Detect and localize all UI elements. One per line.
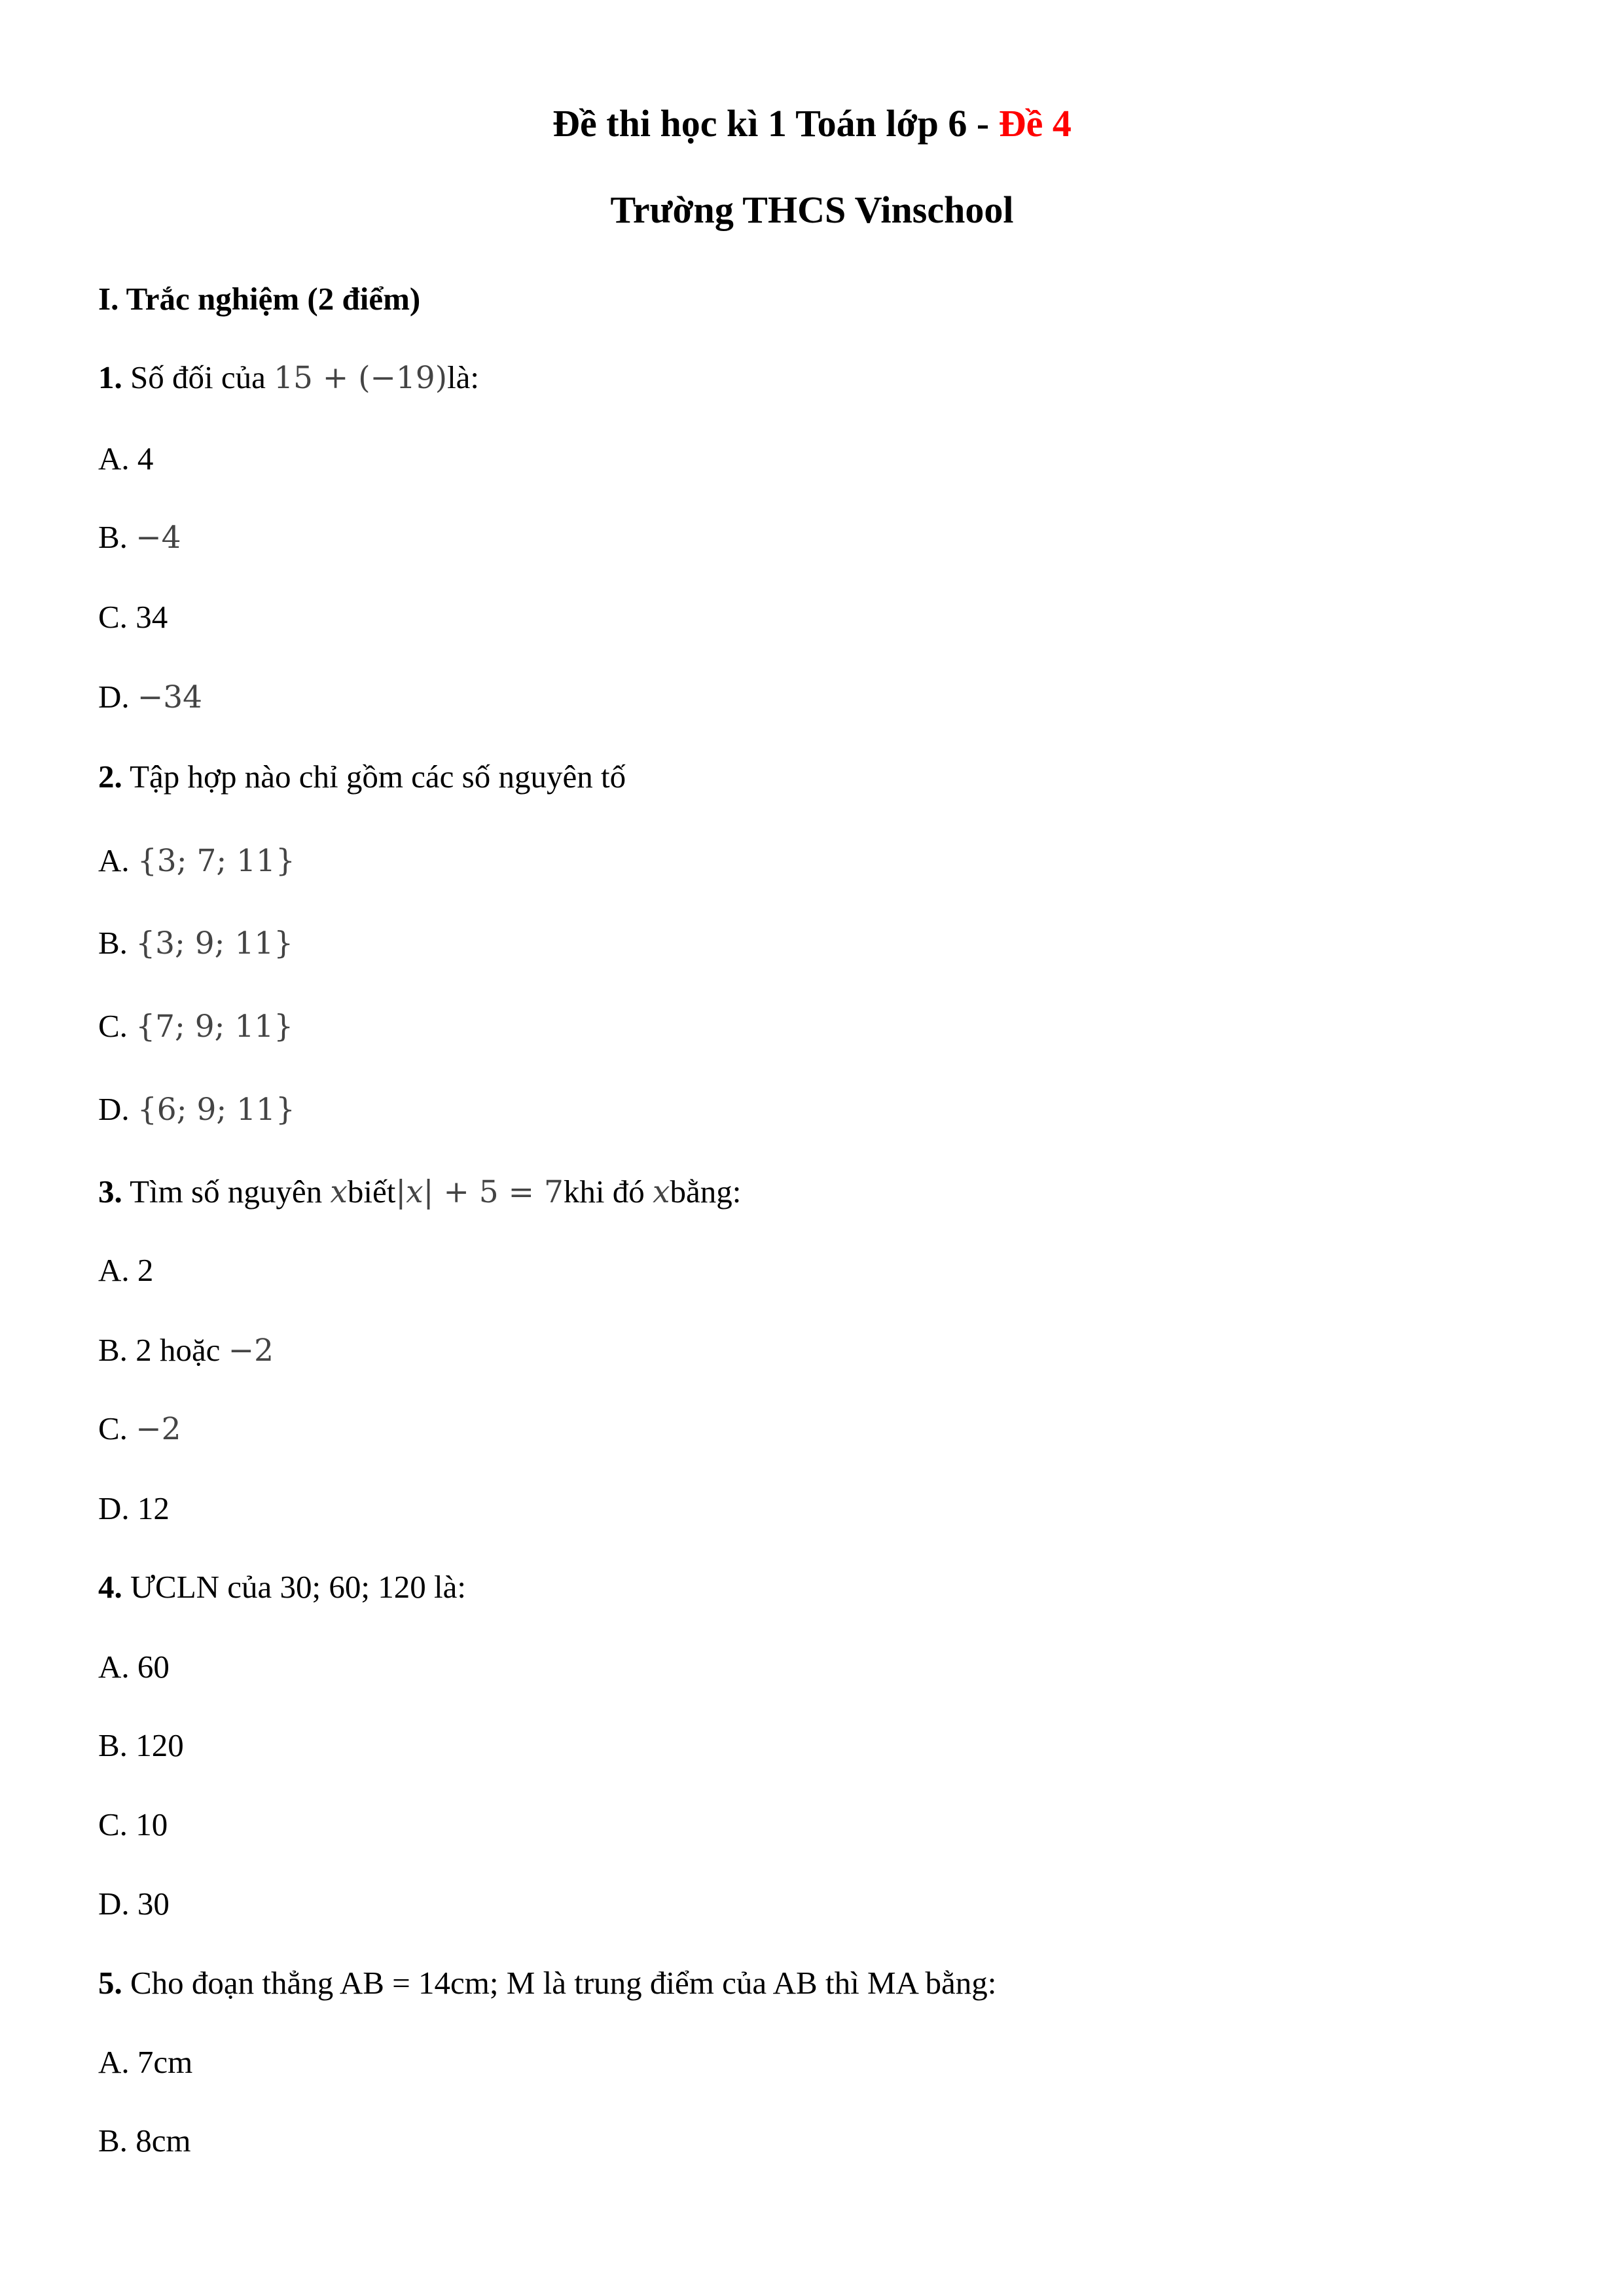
- question-3: [98, 1175, 741, 1208]
- option-text: 60: [137, 1649, 170, 1685]
- option-label: A.: [98, 440, 137, 476]
- q1-option-a: [98, 442, 153, 475]
- option-label: C.: [98, 1806, 136, 1842]
- q3-option-b: [98, 1332, 274, 1369]
- option-text: 30: [137, 1886, 170, 1922]
- option-math: −2: [135, 1411, 181, 1447]
- q2-option-d: [98, 1091, 295, 1128]
- option-text: 12: [137, 1490, 170, 1526]
- q5-option-a: [98, 2046, 192, 2078]
- option-label: D.: [98, 1886, 137, 1922]
- option-label: B.: [98, 925, 136, 961]
- option-text: 4: [137, 440, 154, 476]
- option-text: 2 hoặc: [135, 1332, 228, 1368]
- option-math: {3; 7; 11}: [137, 843, 295, 879]
- question-number: 2.: [98, 759, 122, 795]
- q4-option-d: [98, 1888, 170, 1920]
- exam-title: [0, 102, 1624, 145]
- option-text: 34: [135, 599, 168, 635]
- option-math: {7; 9; 11}: [135, 1009, 294, 1045]
- option-label: B.: [98, 2123, 136, 2159]
- option-math: {6; 9; 11}: [137, 1092, 295, 1128]
- option-label: A.: [98, 2044, 137, 2080]
- q2-option-a: [98, 842, 295, 879]
- question-text: Tập hợp nào chỉ gồm các số nguyên tố: [122, 759, 626, 795]
- option-text: 120: [135, 1727, 184, 1763]
- option-label: B.: [98, 1332, 136, 1368]
- q1-option-b: [98, 519, 181, 556]
- q3-option-a: [98, 1254, 153, 1286]
- option-label: D.: [98, 679, 137, 715]
- q2-option-c: [98, 1008, 294, 1045]
- variable-x: x: [652, 1174, 670, 1210]
- option-math: −4: [135, 520, 181, 556]
- option-label: B.: [98, 519, 136, 555]
- option-math: −34: [137, 679, 203, 715]
- question-1: [98, 359, 480, 396]
- q4-option-c: [98, 1808, 168, 1840]
- option-label: D.: [98, 1490, 137, 1526]
- option-text: 7cm: [137, 2044, 193, 2080]
- question-5: [98, 1967, 996, 1999]
- q1-option-c: [98, 601, 168, 633]
- option-label: D.: [98, 1091, 137, 1127]
- q1-option-d: [98, 681, 202, 713]
- option-label: C.: [98, 1008, 136, 1044]
- q3-option-d: [98, 1492, 170, 1524]
- option-label: C.: [98, 599, 136, 635]
- option-text: 10: [135, 1806, 168, 1842]
- option-text: 2: [137, 1252, 154, 1288]
- option-label: A.: [98, 1252, 137, 1288]
- q2-option-b: [98, 927, 293, 959]
- school-name: Trường THCS Vinschool: [610, 188, 1014, 231]
- q4-option-a: [98, 1651, 170, 1683]
- variable-x: x: [330, 1174, 348, 1210]
- question-text-end: bằng:: [670, 1174, 742, 1210]
- section-heading-multiple-choice: I. Trắc nghiệm (2 điểm): [98, 281, 421, 317]
- option-text: 8cm: [135, 2123, 191, 2159]
- q3-option-c: [98, 1410, 181, 1447]
- question-number: 5.: [98, 1965, 122, 2001]
- question-4: [98, 1571, 466, 1603]
- option-label: C.: [98, 1410, 136, 1446]
- question-text: biết: [347, 1174, 396, 1210]
- option-label: B.: [98, 1727, 136, 1763]
- q5-option-b: [98, 2125, 191, 2157]
- question-text: ƯCLN của 30; 60; 120 là:: [122, 1569, 466, 1605]
- question-text: Tìm số nguyên: [122, 1174, 331, 1210]
- question-text: Cho đoạn thẳng AB = 14cm; M là trung điểm của AB thì MA bằng:: [122, 1965, 997, 2001]
- question-number: 1.: [98, 359, 122, 395]
- q4-option-b: [98, 1729, 184, 1761]
- absolute-value-x: |x|: [395, 1174, 434, 1210]
- question-number: 4.: [98, 1569, 122, 1605]
- math-equation: + 5 = 7: [433, 1174, 564, 1210]
- question-number: 3.: [98, 1174, 122, 1210]
- option-label: A.: [98, 1649, 137, 1685]
- question-text-end: là:: [447, 359, 480, 395]
- question-text: khi đó: [563, 1174, 653, 1210]
- option-math: {3; 9; 11}: [135, 925, 294, 961]
- exam-title-main: Đề thi học kì 1 Toán lớp 6 -: [552, 102, 999, 145]
- question-2: [98, 761, 626, 793]
- option-math: −2: [228, 1333, 274, 1369]
- question-text: Số đối của: [122, 359, 274, 395]
- option-label: A.: [98, 842, 137, 878]
- exam-number: Đề 4: [998, 102, 1072, 145]
- math-expression: 15 + (−19): [274, 360, 448, 396]
